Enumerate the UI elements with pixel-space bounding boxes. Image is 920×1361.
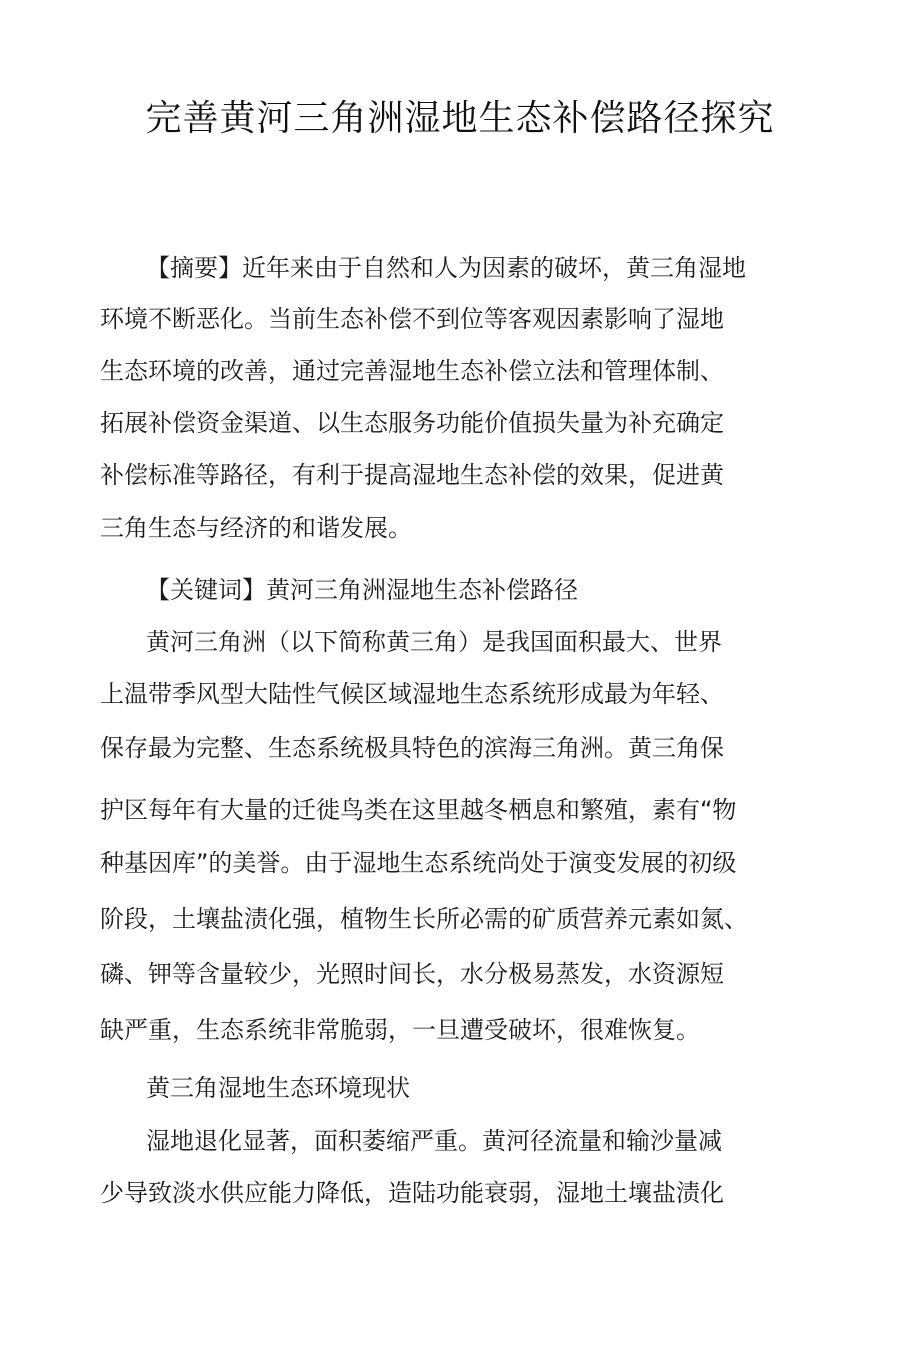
body-line: 种基因库”的美誉。由于湿地生态系统尚处于演变发展的初级 <box>100 849 737 877</box>
body-line: 磷、钾等含量较少，光照时间长，水分极易蒸发，水资源短 <box>100 960 724 988</box>
abstract-line: 补偿标准等路径，有利于提高湿地生态补偿的效果，促进黄 <box>100 461 724 489</box>
body-line: 阶段，土壤盐渍化强，植物生长所必需的矿质营养元素如氮、 <box>100 905 748 933</box>
body-line: 少导致淡水供应能力降低，造陆功能衰弱，湿地土壤盐渍化 <box>100 1179 724 1207</box>
section-heading: 黄三角湿地生态环境现状 <box>146 1074 410 1102</box>
document-title: 完善黄河三角洲湿地生态补偿路径探究 <box>145 98 775 139</box>
abstract-line: 【摘要】近年来由于自然和人为因素的破坏，黄三角湿地 <box>146 254 746 282</box>
abstract-line: 拓展补偿资金渠道、以生态服务功能价值损失量为补充确定 <box>100 409 724 437</box>
body-line: 保存最为完整、生态系统极具特色的滨海三角洲。黄三角保 <box>100 734 724 762</box>
abstract-line: 环境不断恶化。当前生态补偿不到位等客观因素影响了湿地 <box>100 305 724 333</box>
abstract-line: 三角生态与经济的和谐发展。 <box>100 514 412 542</box>
body-line: 上温带季风型大陆性气候区域湿地生态系统形成最为年轻、 <box>100 680 724 708</box>
abstract-line: 生态环境的改善，通过完善湿地生态补偿立法和管理体制、 <box>100 357 724 385</box>
body-line: 黄河三角洲（以下简称黄三角）是我国面积最大、世界 <box>146 628 722 656</box>
body-line: 护区每年有大量的迁徙鸟类在这里越冬栖息和繁殖，素有“物 <box>100 796 737 824</box>
body-line: 缺严重，生态系统非常脆弱，一旦遭受破坏，很难恢复。 <box>100 1016 700 1044</box>
body-line: 湿地退化显著，面积萎缩严重。黄河径流量和输沙量减 <box>146 1127 722 1155</box>
keywords-line: 【关键词】黄河三角洲湿地生态补偿路径 <box>146 576 578 604</box>
